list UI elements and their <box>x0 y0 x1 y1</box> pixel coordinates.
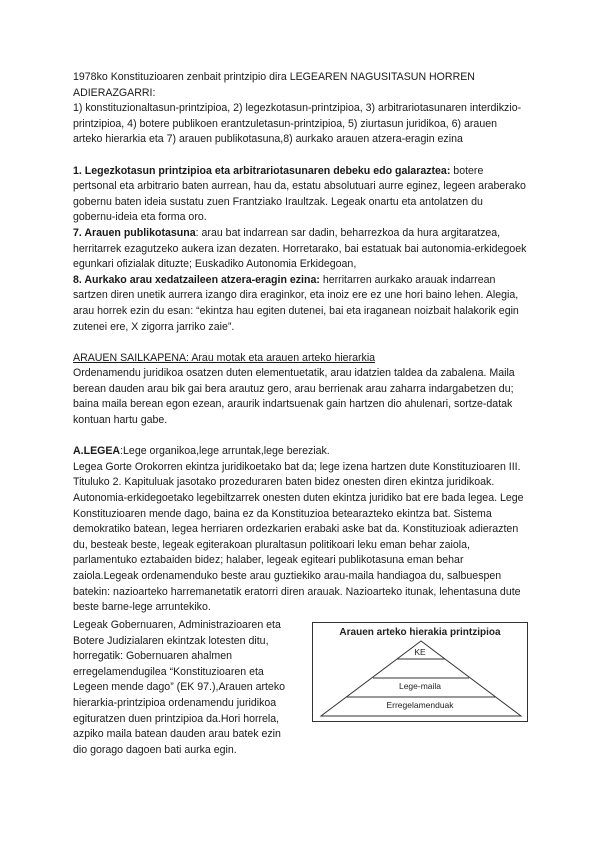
legea-title: A.LEGEA <box>73 445 121 458</box>
principle-1 <box>73 164 528 226</box>
gobernua-paragraph <box>73 618 288 758</box>
level-erregelamenduak: Erregelamenduak <box>386 700 454 710</box>
principle-7-title: 7. Arauen publikotasuna <box>73 226 196 239</box>
level-lege-maila: Lege-maila <box>398 681 442 691</box>
diagram-title: Arauen arteko hierakia printzipioa <box>339 627 501 638</box>
gobernua-text: Legeak Gobernuaren, Administrazioaren eta Botere Judizialaren ekintzak lotesten ditu, horregatik: Gobernuaren ahalmen erregelamendugilea “Konstituzioaren eta Legeen mende dago” (EK 97.),Arauen arteko hierarkia-printzipioa ordenamendu juridikoa egituratzen duen printzipioa da.Hori horrela, azpiko maila batean dauden arau batek ezin dio gorago dagoen bati aurka egin. <box>73 619 286 756</box>
principle-7-text: : arau bat indarrean sar dadin, beharrezkoa da hura argitaratzea, herritarrek ezagutzeko aukera izan dezaten. Horretarako, bai estatuak bai autonomia-erkidegoek egunkari ofizialak dituzte; Euskadiko Autonomia Erkidegoan, <box>73 226 527 271</box>
sailkapena-text: Ordenamendu juridikoa osatzen duten elementuetatik, arau idatzien taldea da zabalena. Maila berean dauden arau bik gai bera arautuz gero, arau berrienak arau zaharra indargabetzen du; baina maila berean egon ezean, araurik indartsuenak gain hartzen dio ahulenari, sortze-datak kontuan hartu gabe. <box>73 367 515 427</box>
intro-line: 1978ko Konstituzioaren zenbait printzipio dira LEGEAREN NAGUSITASUN HORREN ADIERAZGARRI: <box>73 71 475 99</box>
legea-heading <box>73 444 528 460</box>
legea-text: Legea Gorte Orokorren ekintza juridikoetako bat da; lege izena hartzen dute Konstituzioaren III. Tituluko 2. Kapituluak jasotako prozeduraren baten bidez onesten diren ekintza juridikoak. Autonomia-erkidegoetako legebiltzarrek onesten duten ekintza juridiko bat ere bada legea. Lege Konstituzioaren mende dago, baina ez da Konstituzioa betearazteko ekintza bat. Sistema demokratiko batean, legea herriaren ordezkarien erabaki aske bat da. Konstituzioak adierazten du, besteak beste, legeak egiterakoan pluraltasun politikoari leku eman behar zaiola, parlamentuko eztabaiden bidez; halaber, legeak egiteari publikotasuna eman behar zaiola.Legeak ordenamenduko beste arau guztiekiko arau-maila handiagoa du, salbuespen batekin: nazioarteko harremanetatik eratorri diren arauak. Nazioarteko itunak, lehentasuna dute beste barne-lege arruntekiko. <box>73 460 524 614</box>
hierarchy-diagram <box>312 622 528 722</box>
principles-list: 1) konstituzionaltasun-printzipioa, 2) legezkotasun-printzipioa, 3) arbitrariotasunaren interdikzio-printzipioa, 4) botere publikoen erantzuletasun-printzipioa, 5) ziurtasun juridikoa, 6) arauen arteko hierarkia eta 7) arauen publikotasuna,8) aurkako arauen atzera-eragin ezina <box>73 102 522 146</box>
level-ke: KE <box>414 647 426 657</box>
principle-8 <box>73 273 528 335</box>
principle-1-title: 1. Legezkotasun printzipioa eta arbitrariotasunaren debeku edo galaraztea: <box>73 164 451 177</box>
legea-subtitle: :Lege organikoa,lege arruntak,lege bereziak. <box>120 445 330 458</box>
principle-1-text: botere pertsonal eta arbitrario baten aurrean, hau da, estatu absolutuari aurre eginez, legeen araberako gobernu baten ideia sustatu zuen Frantziako Iraultzak. Legeak onartu eta antolatzen du gobernu-ideia eta forma oro. <box>73 164 526 224</box>
principle-8-text: herritarren aurkako arauak indarrean sartzen diren unetik aurrera izango dira eraginkor, eta inoiz ere ez une hori baino lehen. Alegia, arau horrek ezin du esan: “ekintza hau egiten dutenei, bai eta iraganean noizbait halakorik egin zutenei ere, X zigorra jarriko zaie”. <box>73 273 519 333</box>
sailkapena-heading: ARAUEN SAILKAPENA: Arau motak eta arauen arteko hierarkia <box>73 351 376 364</box>
principle-7 <box>73 226 528 273</box>
principle-8-title: 8. Aurkako arau xedatzaileen atzera-eragin ezina: <box>73 273 320 286</box>
main-text <box>73 70 528 616</box>
